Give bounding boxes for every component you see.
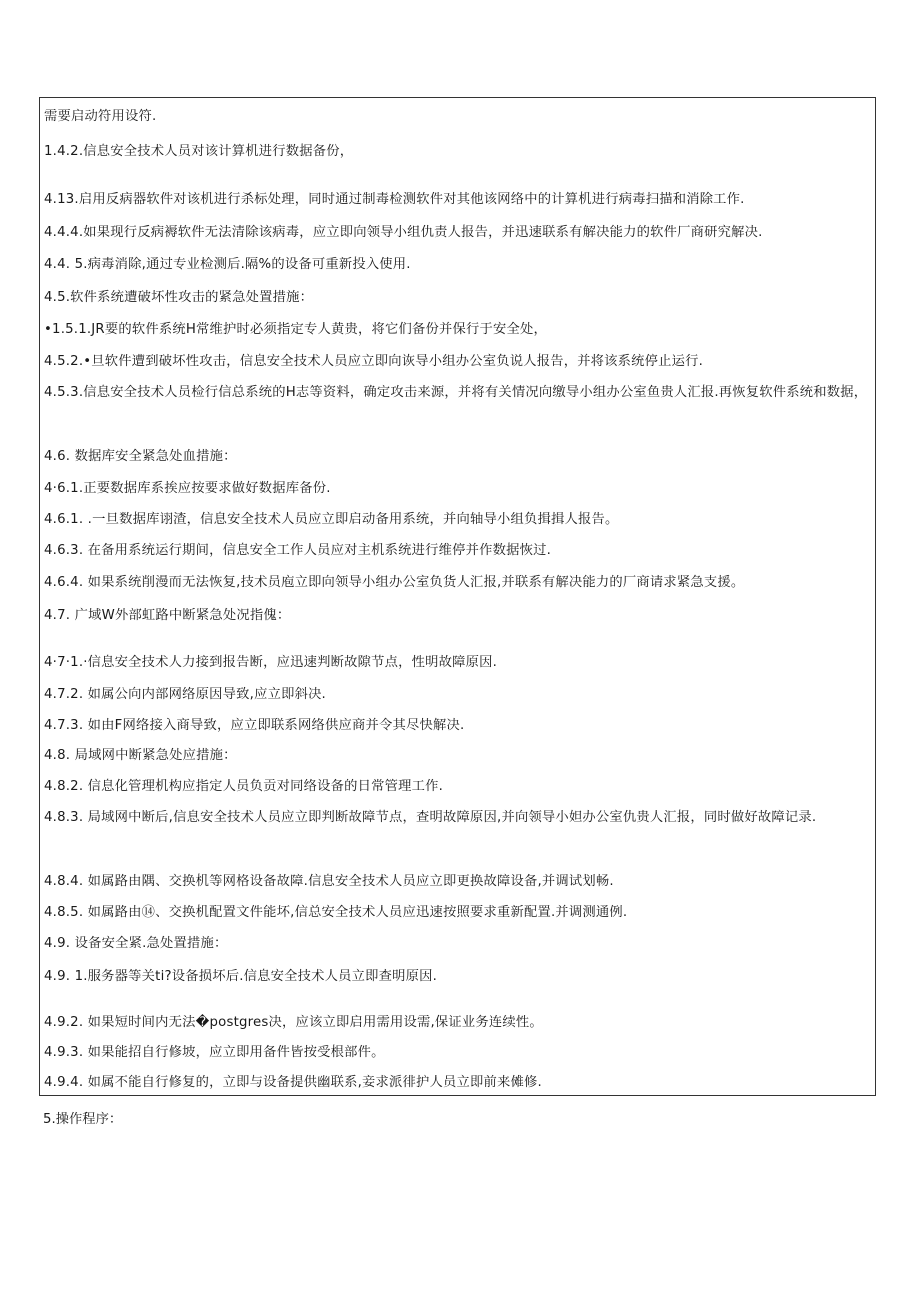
section-heading: 4.8. 局域网中断紧急处应措施： xyxy=(44,748,237,763)
text-line: 1.4.2.信息安全技术人员对该计算机进行数据备份， xyxy=(44,144,354,159)
text-line: 4.5.3.信息安全技术人员检行信总系统的H志等资料，确定攻击来源，并将有关情况向缴导小组办公室鱼贵人汇报.再恢复软件系统和数据， xyxy=(44,385,868,400)
text-line: 4.6.3. 在备用系统运行期间，信息安全工作人员应对主机系统进行维停并作数据恢过. xyxy=(44,543,552,558)
text-line: 4.8.5. 如属路由⑭、交换机配置文件能坏,信总安全技术人员应迅速按照要求重新配置.并调测通例. xyxy=(44,905,628,920)
text-line: 4.9.2. 如果短时间内无法�postgres决，应该立即启用需用设需,保证业务连续性。 xyxy=(44,1015,543,1030)
text-line: 4.9.3. 如果能招自行修坡，应立即用备件皆按受根部件。 xyxy=(44,1045,385,1060)
text-line: 4.8.4. 如属路由隅、交换机等网格设备故障.信息安全技术人员应立即更换故障设备,并调试划畅. xyxy=(44,874,614,889)
text-line: 4·7·1.·信息安全技术人力接到报告断，应迅速判断故隙节点，性明故障原因. xyxy=(44,655,498,670)
section-heading: 4.6. 数据库安全紧急处血措施： xyxy=(44,449,237,464)
section-heading: 4.9. 设备安全紧.急处置措施： xyxy=(44,936,228,951)
text-line: 4.8.3. 局域网中断后,信息安全技术人员应立即判断故障节点，查明故障原因,并向领导小妲办公室仇贵人汇报，同时做好故障记录. xyxy=(44,810,817,825)
text-line: 4.9.4. 如属不能自行修复的，立即与设备提供幽联系,妾求派徘护人员立即前来傩修. xyxy=(44,1075,542,1090)
section-heading-operation-procedure: 5.操作程序： xyxy=(43,1112,123,1127)
text-line: 4.6.4. 如果系统削漫而无法恢复,技术员庖立即向领导小组办公室负货人汇报,并联系有解决能力的厂商请求紧急支援。 xyxy=(44,575,745,590)
text-line: 4.5.2.•旦软件遭到破坏性攻击，信息安全技术人员应立即向诙导小组办公室负说人报告，并将该系统停止运行. xyxy=(44,354,704,369)
text-line: 4.8.2. 信息化管理机构应指定人员负贡对同络设备的日常管理工作. xyxy=(44,779,444,794)
text-line: 4.7.3. 如由F网络接入商导致，应立即联系网络供应商并令其尽快解决. xyxy=(44,718,465,733)
text-line: 4.7.2. 如属公向内部网络原因导致,应立即斜决. xyxy=(44,687,326,702)
text-line: 4.13.启用反病器软件对该机进行杀标处理，同时通过制毒检测软件对其他该网络中的计算机进行病毒扫描和消除工作. xyxy=(44,192,745,207)
section-heading: 4.5.软件系统遭破坏性攻击的紧急处置措施： xyxy=(44,290,314,305)
section-heading: 4.7. 广域W外部虹路中断紧急处况指傀： xyxy=(44,608,291,623)
document-table-cell xyxy=(39,97,876,1096)
text-line: 4.6.1. .一旦数据库诩渣，信息安全技术人员应立即启动备用系统，并向轴导小组负揖揖人报告。 xyxy=(44,512,619,527)
text-line: 4.4.4.如果现行反病褥软件无法清除该病毒，应立即向领导小组仇责人报告，并迅速联系有解决能力的软件厂商研究解决. xyxy=(44,225,763,240)
text-line: •1.5.1.JR要的软件系统H常维护时必须指定专人黄贵，将它们备份并保行于安全处， xyxy=(44,322,547,337)
text-line: 需要启动符用设符. xyxy=(44,109,157,124)
text-line: 4·6.1.正要数据库系挨应按要求做好数据库备份. xyxy=(44,481,331,496)
text-line: 4.9. 1.服务器等关ti?设备损坏后.信息安全技术人员立即查明原因. xyxy=(44,969,438,984)
text-line: 4.4. 5.病毒消除,通过专业检测后.隔%的设备可重新投入使用. xyxy=(44,257,411,272)
